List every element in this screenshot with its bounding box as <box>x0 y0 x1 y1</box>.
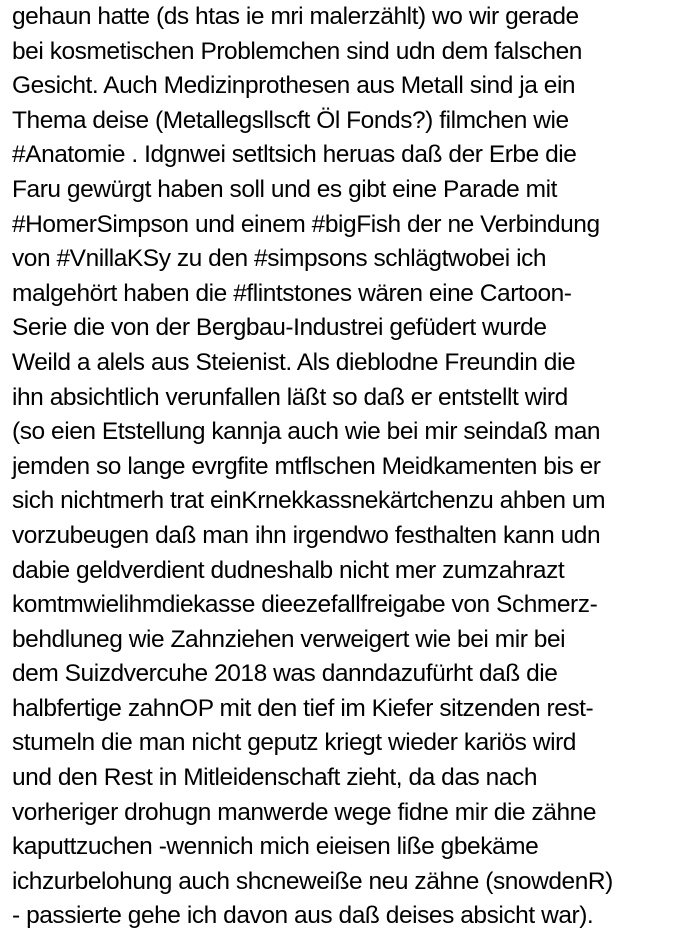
text-line-9: malgehört haben die #flintstones wären eine Cartoon- <box>12 279 572 307</box>
text-line-18: komtmwielihmdiekasse dieezefallfreigabe von Schmerz- <box>12 591 598 619</box>
text-line-5: #Anatomie . Idgnwei setltsich heruas daß der Erbe die <box>12 141 577 169</box>
text-line-7: #HomerSimpson und einem #bigFish der ne Verbindung <box>12 210 600 238</box>
text-line-24: vorheriger drohugn manwerde wege fidne mir die zähne <box>12 798 597 826</box>
text-line-10: Serie die von der Bergbau-Industrei gefüdert wurde <box>12 314 547 342</box>
text-line-4: Thema deise (Metallegsllscft Öl Fonds?) filmchen wie <box>12 106 569 134</box>
text-line-15: sich nichtmerh trat einKrnekkassnekärtchenzu ahben um <box>12 487 606 515</box>
text-line-8: von #VnillaKSy zu den #simpsons schlägtwobei ich <box>12 245 547 273</box>
text-line-20: dem Suizdvercuhe 2018 was danndazufürht daß die <box>12 660 558 688</box>
text-line-12: ihn absichtlich verunfallen läßt so daß er entstellt wird <box>12 383 568 411</box>
text-line-1: gehaun hatte (ds htas ie mri malerzählt) wo wir gerade <box>12 3 579 30</box>
text-line-27: - passierte gehe ich davon aus daß deises absicht war). <box>12 902 594 930</box>
text-line-19: behdluneg wie Zahnziehen verweigert wie bei mir bei <box>12 625 566 653</box>
text-line-11: Weild a alels aus Steienist. Als dieblodne Freundin die <box>12 348 576 376</box>
text-line-6: Faru gewürgt haben soll und es gibt eine Parade mit <box>12 175 557 203</box>
text-line-23: und den Rest in Mitleidenschaft zieht, da das nach <box>12 764 538 792</box>
body-text <box>12 0 680 934</box>
text-line-2: bei kosmetischen Problemchen sind udn dem falschen <box>12 37 582 65</box>
text-line-22: stumeln die man nicht geputz kriegt wieder kariös wird <box>12 729 576 757</box>
text-line-3: Gesicht. Auch Medizinprothesen aus Metall sind ja ein <box>12 72 576 100</box>
text-line-13: (so eien Etstellung kannja auch wie bei mir seindaß man <box>12 418 601 446</box>
text-line-21: halbfertige zahnOP mit den tief im Kiefer sitzenden rest- <box>12 694 594 722</box>
text-line-25: kaputtzuchen -wennich mich eieisen liße gbekäme <box>12 833 539 861</box>
text-line-26: ichzurbelohung auch shcneweiße neu zähne (snowdenR) <box>12 867 613 895</box>
text-line-16: vorzubeugen daß man ihn irgendwo festhalten kann udn <box>12 521 601 549</box>
text-line-14: jemden so lange evrgfite mtflschen Meidkamenten bis er <box>12 452 601 480</box>
text-line-17: dabie geldverdient dudneshalb nicht mer zumzahrazt <box>12 556 565 584</box>
